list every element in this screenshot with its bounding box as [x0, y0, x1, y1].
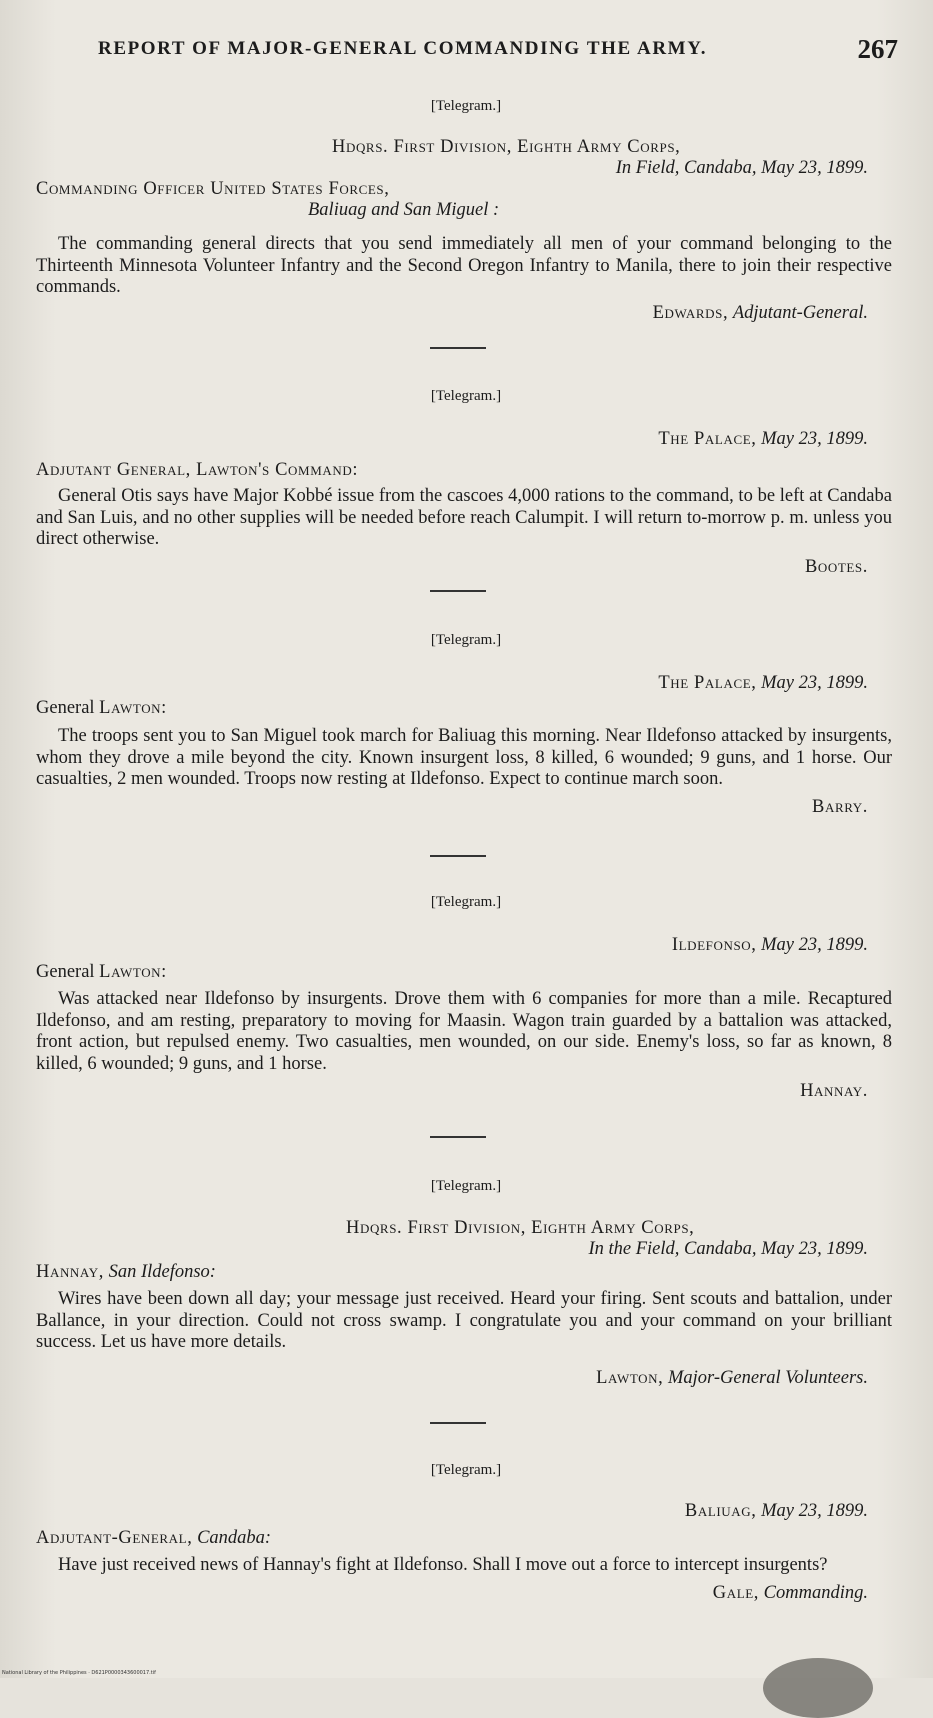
telegram-label: [Telegram.]: [430, 388, 502, 404]
telegram-3: [36, 630, 896, 818]
signature: [36, 303, 896, 324]
signature-name: Hannay.: [800, 1081, 868, 1101]
divider-rule: [430, 347, 486, 349]
telegram-5: [36, 1176, 896, 1389]
dateline: [36, 935, 896, 956]
addressee: Commanding Officer United States Forces,: [36, 179, 390, 199]
signature-title: Commanding.: [763, 1582, 868, 1603]
signature-name: Bootes.: [804, 556, 868, 577]
addressee: [36, 1262, 896, 1283]
addressee-prefix: General: [36, 698, 95, 718]
addressee: [36, 1528, 896, 1549]
dateline: [36, 429, 896, 450]
telegram-6: [36, 1460, 896, 1604]
telegram-label: [Telegram.]: [430, 1178, 502, 1194]
signature: [36, 1368, 896, 1389]
addressee-place: Candaba:: [197, 1528, 272, 1548]
dateline-date: May 23, 1899.: [761, 935, 868, 955]
addressee-place: Baliuag and San Miguel :: [308, 200, 500, 220]
addressee: [36, 962, 896, 983]
scan-footer-note: National Library of the Philippines · D621P0000343600017.tif: [2, 1670, 156, 1676]
dateline-place: The Palace,: [658, 429, 757, 449]
scan-blot: [763, 1658, 873, 1718]
divider-rule: [430, 1422, 486, 1424]
signature-title: Adjutant-General.: [732, 302, 868, 323]
dateline-place: Baliuag,: [684, 1501, 757, 1521]
message-body: Have just received news of Hannay's fight at Ildefonso. Shall I move out a force to intercept insurgents?: [58, 1555, 828, 1575]
message-body: The commanding general directs that you send immediately all men of your command belonging to the Thirteenth Minnesota Volunteer Infantry and the Second Oregon Infantry to Manila, there to join their respective commands.: [36, 234, 892, 297]
dateline-place: The Palace,: [658, 673, 757, 693]
message-body: Was attacked near Ildefonso by insurgents. Drove them with 6 companies for more than a mile. Recaptured Ildefonso, and am resting, preparatory to moving for Maasin. Wagon train guarded by a battalion was attacked, front action, but repulsed enemy. Two casualties, men wounded, on our side. Enemy's loss, so far as known, 8 killed, 6 wounded; 9 guns, and 1 horse.: [36, 989, 892, 1074]
telegram-4: [36, 892, 896, 1102]
addressee-name: Lawton:: [99, 962, 167, 982]
signature-name: Barry.: [812, 796, 868, 817]
from-line: Hdqrs. First Division, Eighth Army Corps,: [346, 1218, 695, 1238]
dateline: [36, 673, 896, 694]
telegram-label: [Telegram.]: [430, 1462, 502, 1478]
addressee-place: San Ildefonso:: [108, 1262, 216, 1282]
addressee-name: Lawton:: [99, 698, 167, 718]
dateline-date: May 23, 1899.: [761, 429, 868, 449]
addressee: Adjutant General, Lawton's Command:: [36, 460, 359, 480]
telegram-1: [36, 96, 896, 324]
telegram-label: [Telegram.]: [430, 98, 502, 114]
signature-name: Gale,: [712, 1582, 760, 1603]
from-line: Hdqrs. First Division, Eighth Army Corps,: [332, 137, 681, 157]
divider-rule: [430, 1136, 486, 1138]
telegram-2: [36, 386, 896, 578]
message-body: General Otis says have Major Kobbé issue from the cascoes 4,000 rations to the command, to be left at Candaba and San Luis, and no other supplies will be needed before reach Calumpit. I will return to-morrow p. m. unless you direct otherwise.: [36, 486, 892, 549]
from-line-2: In Field, Candaba, May 23, 1899.: [615, 158, 868, 178]
telegram-label: [Telegram.]: [430, 894, 502, 910]
signature-name: Lawton,: [596, 1367, 664, 1388]
addressee: [36, 698, 896, 719]
telegram-label: [Telegram.]: [430, 632, 502, 648]
running-head: [98, 34, 898, 64]
running-head-title: REPORT OF MAJOR-GENERAL COMMANDING THE ARMY.: [98, 38, 708, 59]
from-line-2: In the Field, Candaba, May 23, 1899.: [588, 1239, 868, 1259]
signature-title: Major-General Volunteers.: [667, 1367, 868, 1388]
dateline-date: May 23, 1899.: [761, 1501, 868, 1521]
dateline: [36, 1501, 896, 1522]
divider-rule: [430, 855, 486, 857]
divider-rule: [430, 590, 486, 592]
page-number: 267: [857, 34, 898, 64]
addressee-name: Adjutant-General,: [36, 1528, 193, 1548]
dateline-place: Ildefonso,: [671, 935, 757, 955]
dateline-date: May 23, 1899.: [761, 673, 868, 693]
message-body: Wires have been down all day; your message just received. Heard your firing. Sent scouts and battalion, under Ballance, in your direction. Could not cross swamp. I congratulate you and your command on your brilliant success. Let us have more details.: [36, 1289, 892, 1352]
addressee-name: Hannay,: [36, 1262, 104, 1282]
signature: [36, 1583, 896, 1604]
signature-name: Edwards,: [652, 302, 729, 323]
message-body: The troops sent you to San Miguel took march for Baliuag this morning. Near Ildefonso attacked by insurgents, whom they drove a mile beyond the city. Known insurgent loss, 8 killed, 6 wounded; 9 guns, and 1 horse. Our casualties, 2 men wounded. Troops now resting at Ildefonso. Expect to continue march soon.: [36, 726, 892, 789]
addressee-prefix: General: [36, 962, 95, 982]
